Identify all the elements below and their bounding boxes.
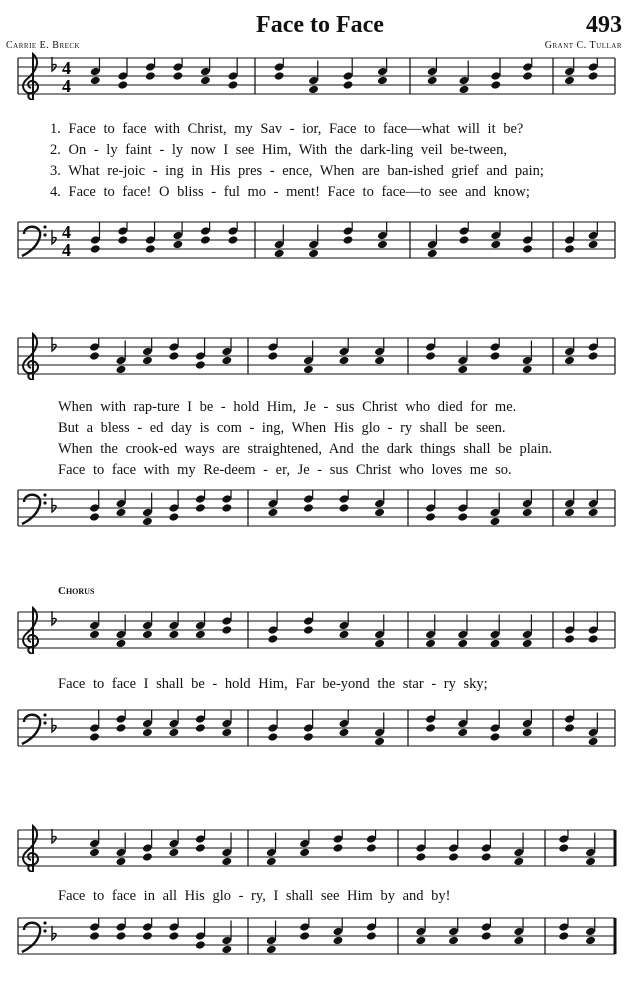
verse-line: But a bless - ed day is com - ing, When His glo - ry shall be seen. [58,420,506,436]
note-head [115,723,126,733]
verse-line: 3. What re-joic - ing in His pres - ence, When are ban-ished grief and pain; [50,163,544,179]
note-head [481,852,492,862]
note-head [195,360,206,370]
note-head [89,848,100,858]
key-flat-icon [52,829,56,843]
key-flat-icon [52,230,56,244]
note-head [168,512,179,522]
verses-part2 [58,397,552,481]
note-head [588,351,599,361]
verse-line: 4. Face to face! O bliss - ful mo - ment! Face to face—to see and know; [50,184,530,200]
note-head [89,732,100,742]
verses-part1 [50,119,544,203]
note-head [89,351,100,361]
note-head [195,503,206,513]
treble-clef-icon [23,54,38,100]
note-head [564,634,575,644]
note-head [115,857,126,867]
bass-clef-dot [43,233,46,236]
composer: Grant C. Tullar [544,40,622,51]
note-head [481,931,492,941]
note-head [513,936,524,946]
note-head [142,728,153,738]
chorus-label: Chorus [58,585,95,597]
bass-clef-dot [43,929,46,932]
note-head [457,639,468,649]
note-head [339,630,350,640]
note-head [588,634,599,644]
verse-line: 2. On - ly faint - ly now I see Him, With the dark-ling veil be-tween, [50,142,507,158]
note-head [374,356,385,366]
bass-staff [0,216,640,264]
note-head [117,80,128,90]
note-head [168,351,179,361]
note-head [366,843,377,853]
bass-clef-dot [43,721,46,724]
note-head [227,235,238,245]
note-head [522,728,533,738]
note-head [427,76,438,86]
note-head [333,936,344,946]
note-head [377,76,388,86]
note-head [588,240,599,250]
note-head [117,235,128,245]
key-flat-icon [52,611,56,625]
note-head [308,249,319,259]
note-head [564,723,575,733]
verse-line: 1. Face to face with Christ, my Sav - ior, Face to face—what will it be? [50,121,524,137]
bass-clef-dot [43,921,46,924]
note-head [366,931,377,941]
note-head [564,356,575,366]
treble-staff [0,332,640,380]
key-flat-icon [52,498,56,512]
bass-clef-dot [43,225,46,228]
note-head [448,852,459,862]
note-head [522,508,533,518]
hymn-title: Face to Face [256,12,384,38]
lyricist: Carrie E. Breck [6,40,81,51]
bass-clef-dot [43,501,46,504]
note-head [221,625,232,635]
note-head [427,249,438,259]
note-head [564,244,575,254]
note-head [303,503,314,513]
note-head [339,356,350,366]
note-head [448,936,459,946]
note-head [490,517,501,527]
key-flat-icon [52,57,56,71]
note-head [457,365,468,375]
note-head [303,365,314,375]
key-flat-icon [52,926,56,940]
verse-line: When with rap-ture I be - hold Him, Je - sus Christ who died for me. [58,399,517,415]
time-signature: 4 [62,240,71,260]
note-head [333,843,344,853]
note-head [274,71,285,81]
note-head [168,931,179,941]
note-head [89,512,100,522]
note-head [490,240,501,250]
verse-line: When the crook-ed ways are straightened, And the dark things shall be plain. [58,441,553,457]
note-head [172,240,183,250]
note-head [90,76,101,86]
note-head [308,85,319,95]
note-head [415,852,426,862]
note-head [490,80,501,90]
note-head [142,356,153,366]
note-head [142,852,153,862]
time-signature: 4 [62,222,71,242]
note-head [522,639,533,649]
note-head [343,80,354,90]
note-head [115,931,126,941]
note-head [377,240,388,250]
note-head [142,931,153,941]
note-head [425,351,436,361]
note-head [266,857,277,867]
note-head [457,512,468,522]
note-head [274,249,285,259]
note-head [267,351,278,361]
note-head [299,848,310,858]
treble-clef-icon [23,608,38,654]
note-head [221,503,232,513]
note-head [299,931,310,941]
note-head [168,630,179,640]
bass-staff [0,704,640,752]
note-head [221,728,232,738]
note-head [558,843,569,853]
note-head [415,936,426,946]
note-head [142,517,153,527]
note-head [374,639,385,649]
bass-staff [0,912,640,960]
hymn-number: 493 [586,12,622,38]
note-head [374,508,385,518]
note-head [585,857,596,867]
note-head [513,857,524,867]
note-head [168,848,179,858]
treble-clef-icon [23,826,38,872]
treble-staff [0,824,640,872]
note-head [168,728,179,738]
note-head [115,365,126,375]
note-head [588,71,599,81]
note-head [425,723,436,733]
treble-clef-icon [23,334,38,380]
note-head [200,76,211,86]
note-head [490,732,501,742]
note-head [459,85,470,95]
bass-clef-dot [43,713,46,716]
note-head [564,76,575,86]
note-head [195,723,206,733]
note-head [459,235,470,245]
note-head [490,351,501,361]
note-head [374,737,385,747]
verse-line: Face to face with my Re-deem - er, Je - sus Christ who loves me so. [58,462,512,478]
note-head [588,508,599,518]
note-head [266,945,277,955]
note-head [89,630,100,640]
note-head [339,728,350,738]
note-head [145,71,156,81]
note-head [267,508,278,518]
note-head [90,244,101,254]
note-head [490,639,501,649]
note-head [522,365,533,375]
note-head [200,235,211,245]
note-head [227,80,238,90]
treble-staff [0,606,640,654]
note-head [588,737,599,747]
chorus-line-1: Face to face I shall be - hold Him, Far be-yond the star - ry sky; [58,676,488,692]
note-head [195,940,206,950]
note-head [142,630,153,640]
note-head [267,732,278,742]
note-head [339,503,350,513]
note-head [303,625,314,635]
note-head [585,936,596,946]
note-head [89,931,100,941]
chorus-line-2: Face to face in all His glo - ry, I shall see Him by and by! [58,888,451,904]
note-head [115,508,126,518]
note-head [343,235,354,245]
note-head [522,71,533,81]
treble-staff [0,52,640,100]
note-head [195,630,206,640]
note-head [195,843,206,853]
bass-clef-dot [43,493,46,496]
note-head [267,634,278,644]
note-head [145,244,156,254]
note-head [425,639,436,649]
note-head [221,857,232,867]
time-signature: 4 [62,58,71,78]
bass-staff [0,484,640,532]
note-head [457,728,468,738]
note-head [221,356,232,366]
note-head [172,71,183,81]
note-head [558,931,569,941]
note-head [425,512,436,522]
note-head [522,244,533,254]
time-signature: 4 [62,76,71,96]
key-flat-icon [52,337,56,351]
note-head [564,508,575,518]
note-head [303,732,314,742]
note-head [221,945,232,955]
key-flat-icon [52,718,56,732]
note-head [115,639,126,649]
